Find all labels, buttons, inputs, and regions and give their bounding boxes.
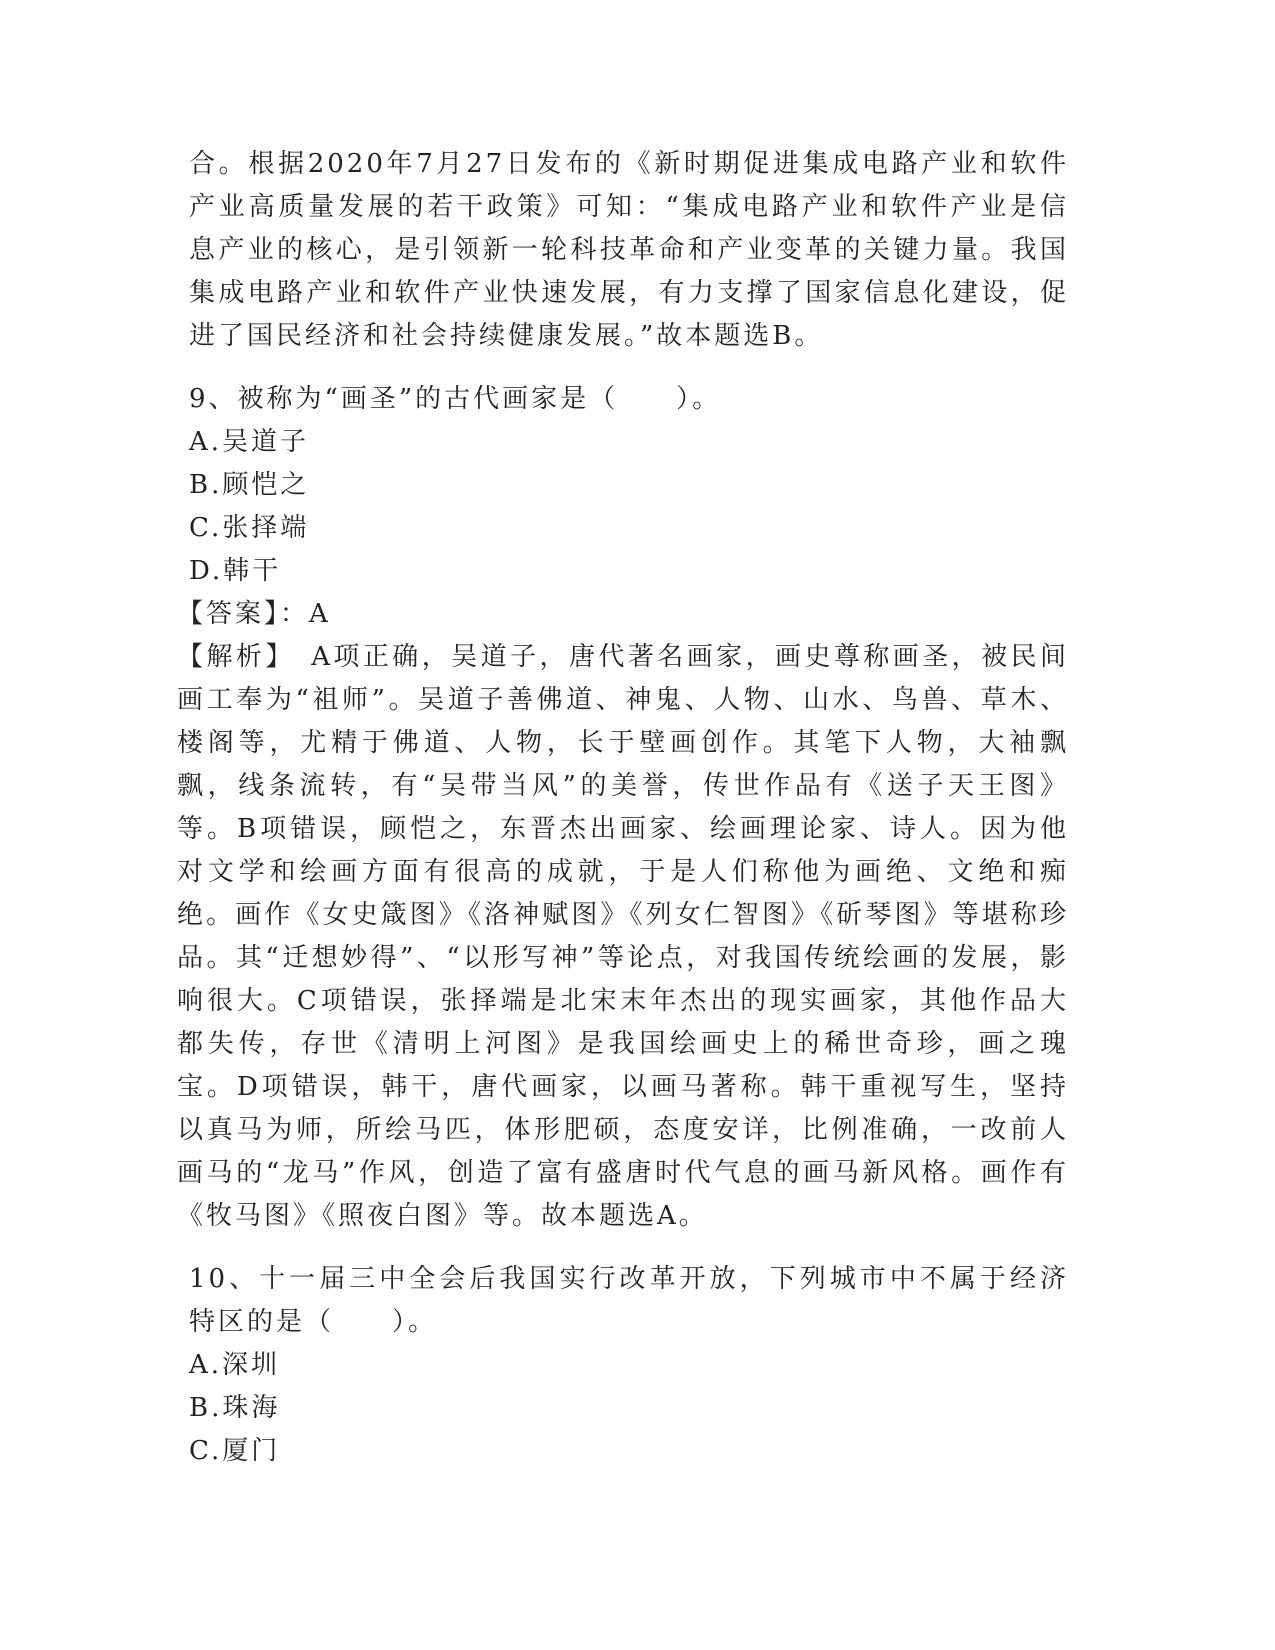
- spacer: [189, 358, 1069, 378]
- question-10-option-b: B.珠海: [189, 1393, 281, 1423]
- question-9-option-a: A.吴道子: [189, 427, 310, 457]
- question-10-option-c: C.厦门: [189, 1436, 281, 1466]
- question-9-option-d: D.韩干: [189, 556, 282, 586]
- document-page: [177, 143, 1069, 1473]
- question-10-stem: 10、十一届三中全会后我国实行改革开放，下列城市中不属于经济特区的是（ ）。: [189, 1264, 1069, 1337]
- question-9-option-b: B.顾恺之: [189, 470, 310, 500]
- spacer: [189, 1238, 1069, 1258]
- previous-explanation-tail: 合。根据2020年7月27日发布的《新时期促进集成电路产业和软件产业高质量发展的若干政策》可知：“集成电路产业和软件产业是信息产业的核心，是引领新一轮科技革命和产业变革的关键力量。我国集成电路产业和软件产业快速发展，有力支撑了国家信息化建设，促进了国民经济和社会持续健康发展。”故本题选B。: [189, 149, 1069, 351]
- question-9-analysis: 【解析】 A项正确，吴道子，唐代著名画家，画史尊称画圣，被民间画工奉为“祖师”。吴道子善佛道、神鬼、人物、山水、鸟兽、草木、楼阁等，尤精于佛道、人物，长于壁画创作。其笔下人物，大袖飘飘，线条流转，有“吴带当风”的美誉，传世作品有《送子天王图》等。B项错误，顾恺之，东晋杰出画家、绘画理论家、诗人。因为他对文学和绘画方面有很高的成就，于是人们称他为画绝、文绝和痴绝。画作《女史箴图》《洛神赋图》《列女仁智图》《斫琴图》等堪称珍品。其“迁想妙得”、“以形写神”等论点，对我国传统绘画的发展，影响很大。C项错误，张择端是北宋末年杰出的现实画家，其他作品大都失传，存世《清明上河图》是我国绘画史上的稀世奇珍，画之瑰宝。D项错误，韩干，唐代画家，以画马著称。韩干重视写生，坚持以真马为师，所绘马匹，体形肥硕，态度安详，比例准确，一改前人画马的“龙马”作风，创造了富有盛唐时代气息的画马新风格。画作有《牧马图》《照夜白图》等。故本题选A。: [177, 642, 1069, 1231]
- question-9-stem: 9、被称为“画圣”的古代画家是（ ）。: [189, 384, 722, 414]
- question-10-option-a: A.深圳: [189, 1350, 281, 1380]
- question-9-answer: 【答案】：A: [177, 599, 331, 629]
- question-9-option-c: C.张择端: [189, 513, 310, 543]
